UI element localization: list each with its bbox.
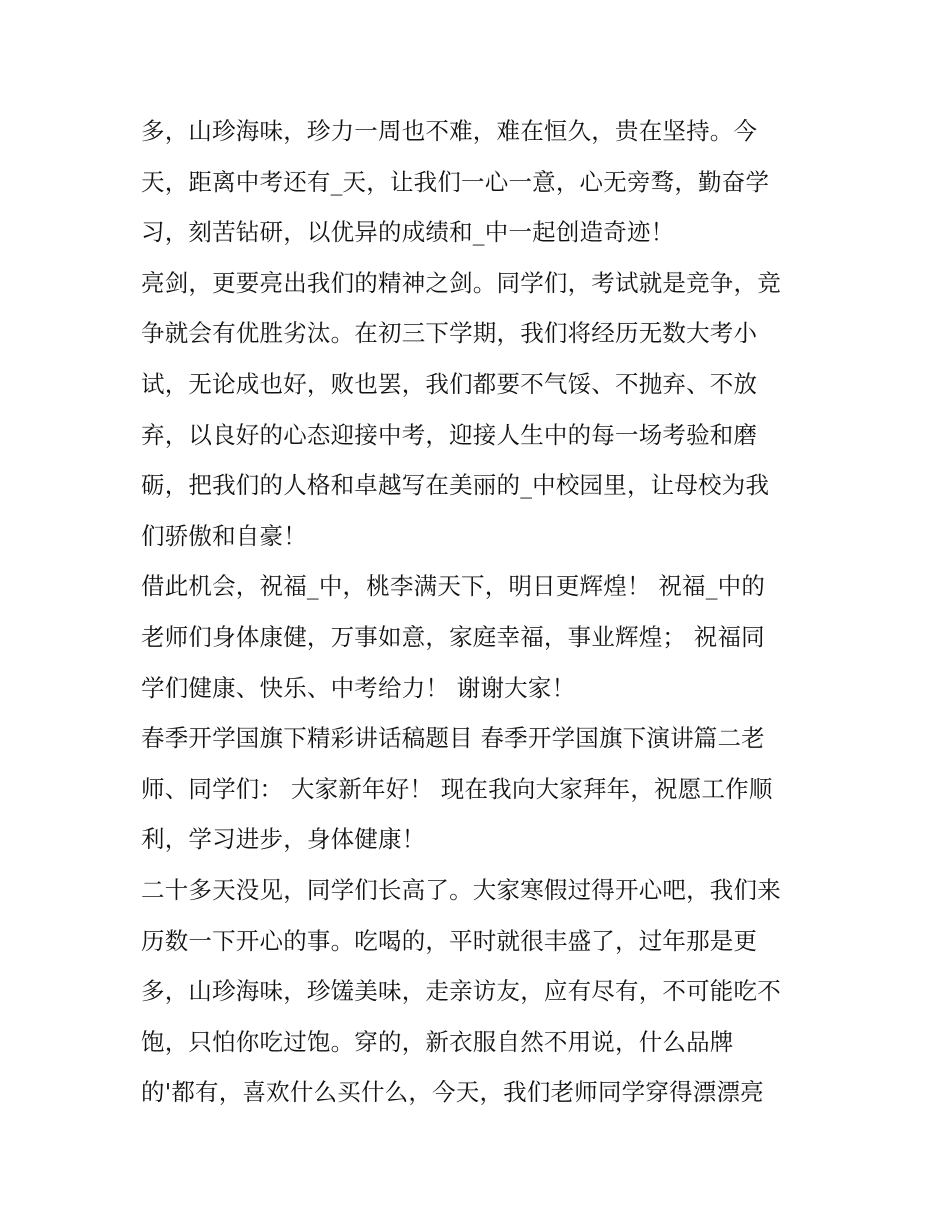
text-line: 多，山珍海味，珍馐美味，走亲访友，应有尽有，不可能吃不: [141, 977, 781, 1006]
text-line: 学们健康、快乐、中考给力！ 谢谢大家！: [141, 673, 576, 702]
text-line: 天，距离中考还有_天，让我们一心一意，心无旁骛，勤奋学: [141, 167, 770, 196]
text-line: 弃，以良好的心态迎接中考，迎接人生中的每一场考验和磨: [141, 420, 758, 449]
text-line: 试，无论成也好，败也罢，我们都要不气馁、不抛弃、不放: [141, 369, 758, 398]
text-line: 师、同学们： 大家新年好！ 现在我向大家拜年，祝愿工作顺: [141, 774, 773, 803]
text-line: 砺，把我们的人格和卓越写在美丽的_中校园里，让母校为我: [141, 471, 770, 500]
text-line: 利，学习进步，身体健康！: [141, 825, 426, 854]
text-line: 老师们身体康健，万事如意，家庭幸福，事业辉煌； 祝福同: [141, 622, 765, 651]
text-line: 的'都有，喜欢什么买什么，今天，我们老师同学穿得漂漂亮: [141, 1078, 764, 1107]
text-line: 亮剑，更要亮出我们的精神之剑。同学们，考试就是竞争，竞: [141, 268, 781, 297]
text-line: 多，山珍海味，珍力一周也不难，难在恒久，贵在坚持。今: [141, 117, 758, 145]
text-line: 借此机会，祝福_中，桃李满天下，明日更辉煌！ 祝福_中的: [141, 572, 766, 601]
text-line: 习，刻苦钻研，以优异的成绩和_中一起创造奇迹！: [141, 218, 675, 247]
text-line: 饱，只怕你吃过饱。穿的，新衣服自然不用说，什么品牌: [141, 1027, 734, 1056]
text-line: 春季开学国旗下精彩讲话稿题目 春季开学国旗下演讲篇二老: [141, 724, 765, 753]
text-line: 们骄傲和自豪！: [141, 521, 307, 550]
body-text: [141, 106, 831, 1118]
text-line: 历数一下开心的事。吃喝的，平时就很丰盛了，过年那是更: [141, 926, 758, 955]
text-line: 争就会有优胜劣汰。在初三下学期，我们将经历无数大考小: [141, 319, 758, 348]
text-line: 二十多天没见，同学们长高了。大家寒假过得开心吧，我们来: [141, 875, 781, 904]
